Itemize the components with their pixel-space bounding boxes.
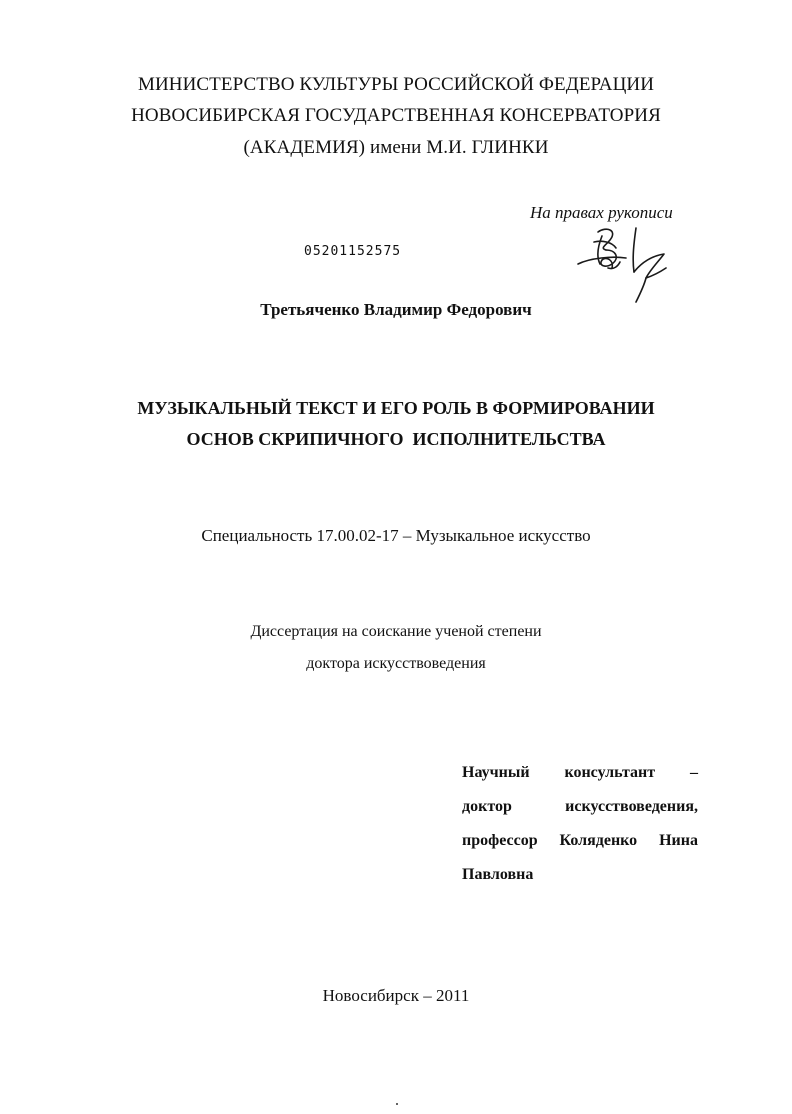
dissertation-title-line-2: ОСНОВ СКРИПИЧНОГО ИСПОЛНИТЕЛЬСТВА [186, 429, 606, 449]
manuscript-note: На правах рукописи [530, 203, 673, 222]
consultant-line-1: Научный консультант – [462, 764, 698, 781]
signature-icon [572, 222, 682, 308]
ministry-heading: МИНИСТЕРСТВО КУЛЬТУРЫ РОССИЙСКОЙ ФЕДЕРАЦИИ [137, 74, 655, 95]
dissertation-title-line-1: МУЗЫКАЛЬНЫЙ ТЕКСТ И ЕГО РОЛЬ В ФОРМИРОВАНИИ [137, 398, 655, 418]
author-name: Третьяченко Владимир Федорович [260, 300, 532, 319]
page-dot [396, 1103, 398, 1105]
institution-heading: НОВОСИБИРСКАЯ ГОСУДАРСТВЕННАЯ КОНСЕРВАТОРИЯ [131, 105, 661, 126]
degree-line-2: доктора искусствоведения [306, 655, 486, 672]
document-code: 05201152575 [304, 244, 402, 259]
consultant-line-4: Павловна [462, 866, 534, 883]
consultant-line-3: профессор Коляденко Нина [462, 832, 698, 849]
degree-line-1: Диссертация на соискание ученой степени [250, 623, 542, 640]
specialty-line: Специальность 17.00.02-17 – Музыкальное искусство [201, 526, 591, 545]
consultant-line-2: доктор искусствоведения, [462, 798, 698, 815]
academy-heading: (АКАДЕМИЯ) имени М.И. ГЛИНКИ [243, 137, 549, 158]
scientific-consultant [462, 756, 698, 892]
city-year: Новосибирск – 2011 [322, 986, 470, 1005]
